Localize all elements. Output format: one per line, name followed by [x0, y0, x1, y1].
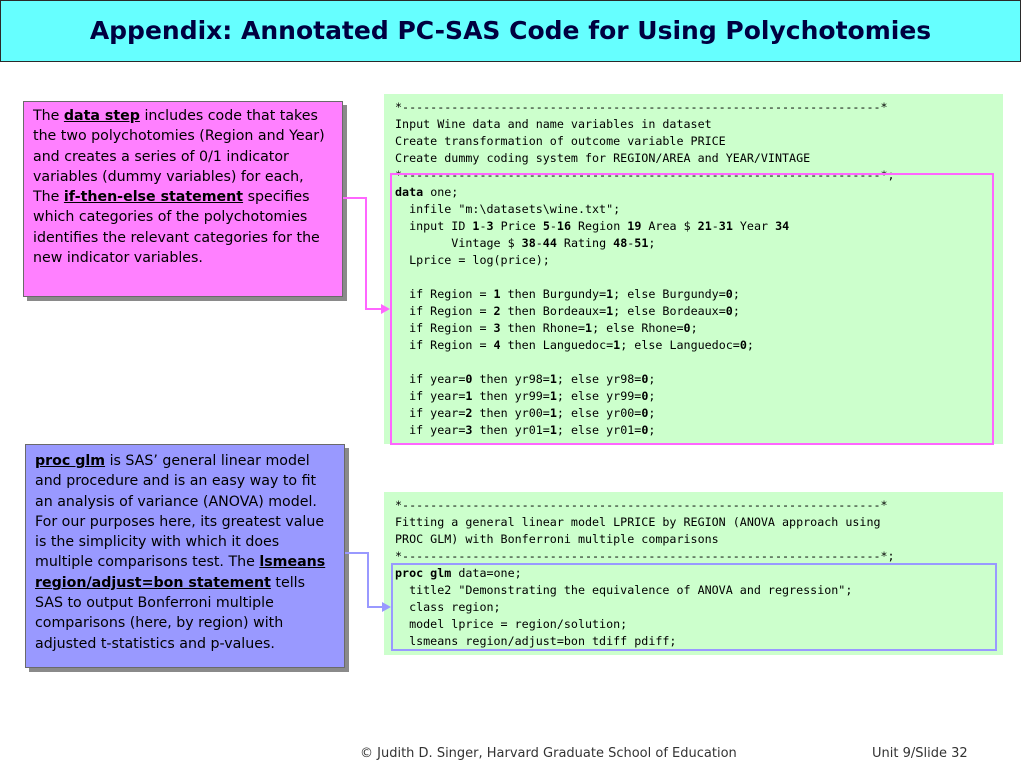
- annotation-text: specifies which categories of the polychotomies identifies the relevant categories for the new indicator variables.: [33, 189, 320, 267]
- code-keyword: 3: [465, 423, 473, 437]
- annotation-text: includes code that takes the two polychotomies (Region and Year) and creates a series of 0/1 indicator variables (dummy variables) for each, The: [33, 108, 325, 206]
- code-keyword: 1: [549, 389, 557, 403]
- code-text: if year=: [395, 406, 466, 420]
- code-text: *--------------------------------------------------------------------*;: [395, 549, 895, 563]
- if-then-else-keyword: if-then-else statement: [63, 189, 244, 206]
- code-text: ; else Bordeaux=: [613, 304, 726, 318]
- code-text: ;: [746, 338, 754, 352]
- code-keyword: 0: [725, 287, 733, 301]
- proc-glm-arrowhead: [382, 602, 391, 612]
- code-keyword: 3: [493, 321, 501, 335]
- code-keyword: 1: [549, 406, 557, 420]
- code-text: Create dummy coding system for REGION/AREA and YEAR/VINTAGE: [395, 151, 811, 165]
- code-keyword: 1: [493, 287, 501, 301]
- code-text: Rating: [556, 236, 614, 250]
- code-text: ; else Languedoc=: [620, 338, 740, 352]
- code-text: Year: [732, 219, 776, 233]
- code-text: then yr01=: [472, 423, 550, 437]
- code-text: ;: [648, 236, 656, 250]
- code-text: *--------------------------------------------------------------------*;: [395, 168, 895, 182]
- annotation-text: is SAS’ general linear model and procedure and is an easy way to fit an analysis of variance (ANOVA) model. For our purposes here, its greatest value is the simplicity with which it does multiple comparisons test. The: [35, 453, 325, 571]
- code-text: ;: [732, 304, 740, 318]
- annotation-text: The: [33, 108, 64, 124]
- code-keyword: 16: [556, 219, 571, 233]
- code-text: ;: [648, 389, 656, 403]
- code-text: then Languedoc=: [500, 338, 614, 352]
- code-text: ; else Burgundy=: [613, 287, 726, 301]
- code-text: Region: [570, 219, 628, 233]
- code-text: if Region =: [395, 321, 494, 335]
- code-keyword: 0: [641, 423, 649, 437]
- code-keyword: 31: [718, 219, 733, 233]
- code-text: ;: [732, 287, 740, 301]
- code-keyword: proc glm: [395, 566, 452, 580]
- code-text: if Region =: [395, 338, 494, 352]
- data-step-arrowhead: [381, 304, 390, 314]
- code-keyword: 0: [725, 304, 733, 318]
- code-keyword: 21: [697, 219, 712, 233]
- code-text: if Region =: [395, 304, 494, 318]
- code-text: -: [479, 219, 487, 233]
- code-text: Area $: [641, 219, 698, 233]
- code-text: -: [627, 236, 635, 250]
- code-keyword: 1: [606, 304, 614, 318]
- code-text: *--------------------------------------------------------------------*: [395, 498, 888, 512]
- code-text: then yr98=: [472, 372, 550, 386]
- proc-glm-keyword: proc glm: [35, 453, 106, 469]
- code-keyword: 34: [775, 219, 790, 233]
- code-text: *--------------------------------------------------------------------*: [395, 100, 888, 114]
- code-keyword: 1: [613, 338, 621, 352]
- code-keyword: 4: [493, 338, 501, 352]
- code-keyword: 0: [641, 372, 649, 386]
- code-keyword: 1: [585, 321, 593, 335]
- lsmeans-keyword: lsmeans region/adjust=bon statement: [35, 554, 326, 591]
- code-text: then yr00=: [472, 406, 550, 420]
- code-text: model lprice = region/solution;: [395, 617, 628, 631]
- code-text: ; else yr00=: [556, 406, 642, 420]
- code-text: class region;: [395, 600, 501, 614]
- code-keyword: 1: [549, 372, 557, 386]
- code-text: if Region =: [395, 287, 494, 301]
- code-keyword: 0: [641, 406, 649, 420]
- code-keyword: 1: [465, 389, 473, 403]
- code-keyword: 0: [683, 321, 691, 335]
- code-text: data=one;: [451, 566, 522, 580]
- code-text: then Burgundy=: [500, 287, 607, 301]
- code-text: ; else yr98=: [556, 372, 642, 386]
- code-keyword: 38: [521, 236, 536, 250]
- data-step-connector-arrow: [343, 198, 386, 309]
- code-text: if year=: [395, 423, 466, 437]
- code-keyword: 19: [627, 219, 642, 233]
- code-text: Vintage $: [395, 236, 522, 250]
- annotation-text: tells SAS to output Bonferroni multiple comparisons (here, by region) with adjusted t-statistics and p-values.: [35, 574, 305, 652]
- code-text: Input Wine data and name variables in dataset: [395, 117, 712, 131]
- code-text: Lprice = log(price);: [395, 253, 550, 267]
- code-text: PROC GLM) with Bonferroni multiple comparisons: [395, 532, 719, 546]
- code-keyword: data: [395, 185, 424, 199]
- code-text: ;: [648, 406, 656, 420]
- code-keyword: 1: [472, 219, 480, 233]
- code-text: if year=: [395, 389, 466, 403]
- code-keyword: 3: [486, 219, 494, 233]
- code-keyword: 5: [542, 219, 550, 233]
- code-text: if year=: [395, 372, 466, 386]
- proc-glm-connector-arrow: [345, 553, 387, 607]
- code-text: then Bordeaux=: [500, 304, 607, 318]
- code-text: lsmeans region/adjust=bon tdiff pdiff;: [395, 634, 677, 648]
- code-text: ; else Rhone=: [592, 321, 684, 335]
- code-text: -: [711, 219, 719, 233]
- code-text: Fitting a general linear model LPRICE by REGION (ANOVA approach using: [395, 515, 881, 529]
- code-keyword: 1: [549, 423, 557, 437]
- code-keyword: 44: [542, 236, 557, 250]
- code-text: ; else yr99=: [556, 389, 642, 403]
- code-text: ;: [648, 423, 656, 437]
- code-keyword: 0: [739, 338, 747, 352]
- code-text: input ID: [395, 219, 473, 233]
- code-keyword: 2: [465, 406, 473, 420]
- code-text: one;: [423, 185, 459, 199]
- code-text: infile "m:\datasets\wine.txt";: [395, 202, 621, 216]
- code-keyword: 0: [641, 389, 649, 403]
- slide-number: Unit 9/Slide 32: [872, 746, 968, 761]
- code-text: Price: [493, 219, 543, 233]
- code-keyword: 48: [613, 236, 628, 250]
- code-keyword: 0: [465, 372, 473, 386]
- code-keyword: 51: [634, 236, 649, 250]
- code-text: title2 "Demonstrating the equivalence of ANOVA and regression";: [395, 583, 853, 597]
- code-text: -: [549, 219, 557, 233]
- slide-title: Appendix: Annotated PC-SAS Code for Using Polychotomies: [89, 16, 932, 45]
- copyright-footer: © Judith D. Singer, Harvard Graduate School of Education: [360, 746, 737, 761]
- code-text: then yr99=: [472, 389, 550, 403]
- code-keyword: 1: [606, 287, 614, 301]
- code-text: ;: [690, 321, 698, 335]
- code-text: then Rhone=: [500, 321, 586, 335]
- code-text: -: [535, 236, 543, 250]
- code-text: ;: [648, 372, 656, 386]
- code-keyword: 2: [493, 304, 501, 318]
- code-text: ; else yr01=: [556, 423, 642, 437]
- code-text: Create transformation of outcome variable PRICE: [395, 134, 726, 148]
- data-step-keyword: data step: [63, 108, 140, 124]
